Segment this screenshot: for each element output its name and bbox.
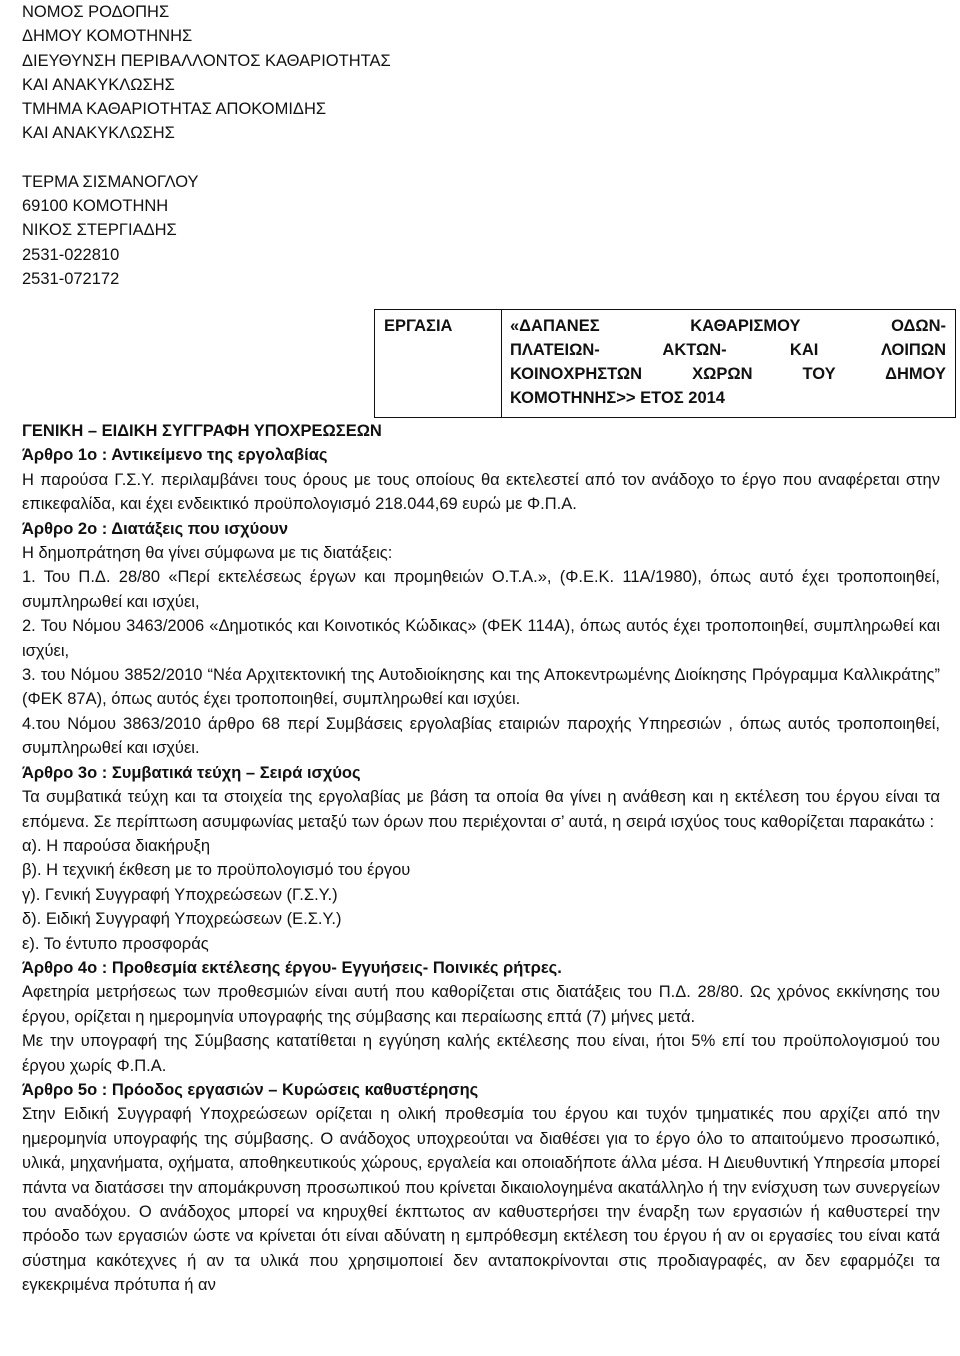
section-title: ΓΕΝΙΚΗ – ΕΙΔΙΚΗ ΣΥΓΓΡΑΦΗ ΥΠΟΧΡΕΩΣΕΩΝ [22, 422, 382, 440]
header-line: ΔΙΕΥΘΥΝΣΗ ΠΕΡΙΒΑΛΛΟΝΤΟΣ ΚΑΘΑΡΙΟΤΗΤΑΣ [22, 51, 391, 70]
article-1-text: Η παρούσα Γ.Σ.Υ. περιλαμβάνει τους όρους με τους οποίους θα εκτελεστεί από τον ανάδοχο το έργο που αναφέρεται στην επικεφαλίδα, και έχει ενδεικτικό προϋπολογισμό 218.044,69 ευρώ με Φ.Π.Α. [22, 470, 940, 514]
header-line: ΝΟΜΟΣ ΡΟΔΟΠΗΣ [22, 3, 170, 21]
article-3-list-item: ε). Το έντυπο προσφοράς [22, 934, 209, 953]
article-4-text: Αφετηρία μετρήσεως των προθεσμιών είναι αυτή που καθορίζεται στις διατάξεις του Π.Δ. 28/80. Ως χρόνος εκκίνησης του έργου, ορίζεται η ημερομηνία υπογραφής της σύμβασης και περαίωσης επτά (7) μήνες μετά. [22, 983, 940, 1026]
title-box [374, 309, 956, 418]
article-3-title: Άρθρο 3ο : Συμβατικά τεύχη – Σειρά ισχύος [22, 763, 361, 782]
contact-line: 2531-072172 [22, 269, 120, 288]
article-4-title: Άρθρο 4ο : Προθεσμία εκτέλεσης έργου- Εγγυήσεις- Ποινικές ρήτρες. [22, 958, 562, 977]
title-line: ΚΟΜΟΤΗΝΗΣ>> ΕΤΟΣ 2014 [510, 389, 725, 407]
title-line: ΚΟΙΝΟΧΡΗΣΤΩΝ ΧΩΡΩΝ ΤΟΥ ΔΗΜΟΥ [510, 365, 946, 383]
contact-line: 2531-022810 [22, 245, 120, 264]
article-3-list-item: α). Η παρούσα διακήρυξη [22, 836, 211, 855]
article-2-item: 1. Του Π.Δ. 28/80 «Περί εκτελέσεως έργων και προμηθειών Ο.Τ.Α.», (Φ.Ε.Κ. 11Α/1980), όπως αυτό έχει τροποποιηθεί, συμπληρωθεί και ισχύει, [22, 568, 940, 611]
article-3-text: Τα συμβατικά τεύχη και τα στοιχεία της εργολαβίας με βάση τα οποία θα γίνει η ανάθεση και η εκτέλεση του έργου είναι τα επόμενα. Σε περίπτωση ασυμφωνίας μεταξύ των όρων που περιέχονται σ’ αυτά, η σειρά ισχύος τους καθορίζεται παρακάτω : [22, 788, 940, 831]
title-label: ΕΡΓΑΣΙΑ [384, 317, 453, 335]
document-body [22, 419, 940, 1298]
header-line: ΚΑΙ ΑΝΑΚΥΚΛΩΣΗΣ [22, 75, 175, 94]
document-header [22, 0, 422, 291]
contact-line: 69100 ΚΟΜΟΤΗΝΗ [22, 197, 169, 216]
article-2-item: 2. Του Νόμου 3463/2006 «Δημοτικός και Κοινοτικός Κώδικας» (ΦΕΚ 114Α), όπως αυτός έχει τροποποιηθεί, συμπληρωθεί και ισχύει, [22, 617, 940, 660]
article-5-text: Στην Ειδική Συγγραφή Υποχρεώσεων ορίζεται η ολική προθεσμία του έργου και τυχόν τμηματικές που αρχίζει από την ημερομηνία υπογραφής της σύμβασης. Ο ανάδοχος υποχρεούται να διαθέσει για το έργο όλο το απαιτούμενο προσωπικό, υλικά, μηχανήματα, οχήματα, αποθηκευτικούς χώρους, εργαλεία και οποιαδήποτε άλλα μέσα. Η Διευθυντική Υπηρεσία μπορεί πάντα να διατάσσει την απομάκρυνση προσωπικού που κρίνεται δικαιολογημένα ακατάλληλο ή την ενίσχυση των συνεργείων του αναδόχου. Ο ανάδοχος μπορεί να κηρυχθεί έκπτωτος αν καθυστερήσει την έναρξη των εργασιών ή καθυστερεί την πρόοδο των εργασιών ώστε να κρίνεται ότι είναι αδύνατη η εμπρόθεσμη εκτέλεση του έργου ή αν οι εργασίες του είναι κατά σύστημα κακότεχνες ή αν τα υλικά που χρησιμοποιεί δεν ανταποκρίνονται στις προδιαγραφές, αν δεν εφαρμόζει τα εγκεκριμένα πρότυπα ή αν [22, 1105, 940, 1295]
title-line: «ΔΑΠΑΝΕΣ ΚΑΘΑΡΙΣΜΟΥ ΟΔΩΝ- [510, 317, 946, 335]
contact-line: ΤΕΡΜΑ ΣΙΣΜΑΝΟΓΛΟΥ [22, 172, 199, 191]
article-3-list-item: γ). Γενική Συγγραφή Υποχρεώσεων (Γ.Σ.Υ.) [22, 885, 338, 904]
header-line: ΤΜΗΜΑ ΚΑΘΑΡΙΟΤΗΤΑΣ ΑΠΟΚΟΜΙΔΗΣ [22, 100, 327, 119]
title-text [510, 314, 946, 410]
article-3-list-item: δ). Ειδική Συγγραφή Υποχρεώσεων (Ε.Σ.Υ.) [22, 910, 342, 929]
article-3-list-item: β). Η τεχνική έκθεση με το προϋπολογισμό του έργου [22, 861, 411, 880]
article-4-text: Με την υπογραφή της Σύμβασης κατατίθεται η εγγύηση καλής εκτέλεσης που είναι, ήτοι 5% επί του προϋπολογισμού του έργου χωρίς Φ.Π.Α. [22, 1032, 940, 1075]
article-2-item: 3. του Νόμου 3852/2010 “Νέα Αρχιτεκτονική της Αυτοδιοίκησης και της Αποκεντρωμένης Διοίκησης Πρόγραμμα Καλλικράτης” (ΦΕΚ 87Α), όπως αυτός έχει τροποποιηθεί, συμπληρωθεί και ισχύει. [22, 666, 940, 709]
header-line: ΚΑΙ ΑΝΑΚΥΚΛΩΣΗΣ [22, 124, 175, 143]
title-divider [501, 310, 502, 417]
article-2-intro: Η δημοπράτηση θα γίνει σύμφωνα με τις διατάξεις: [22, 544, 393, 563]
article-2-title: Άρθρο 2ο : Διατάξεις που ισχύουν [22, 519, 289, 538]
article-1-title: Άρθρο 1ο : Αντικείμενο της εργολαβίας [22, 446, 328, 465]
contact-line: ΝΙΚΟΣ ΣΤΕΡΓΙΑΔΗΣ [22, 221, 177, 240]
article-5-title: Άρθρο 5ο : Πρόοδος εργασιών – Κυρώσεις καθυστέρησης [22, 1080, 479, 1099]
article-2-item: 4.του Νόμου 3863/2010 άρθρο 68 περί Συμβάσεις εργολαβίας εταιριών παροχής Υπηρεσιών , όπως αυτός τροποποιηθεί, συμπληρωθεί και ισχύει. [22, 714, 940, 758]
header-line: ΔΗΜΟΥ ΚΟΜΟΤΗΝΗΣ [22, 27, 193, 46]
title-line: ΠΛΑΤΕΙΩΝ- ΑΚΤΩΝ- ΚΑΙ ΛΟΙΠΩΝ [510, 341, 946, 359]
